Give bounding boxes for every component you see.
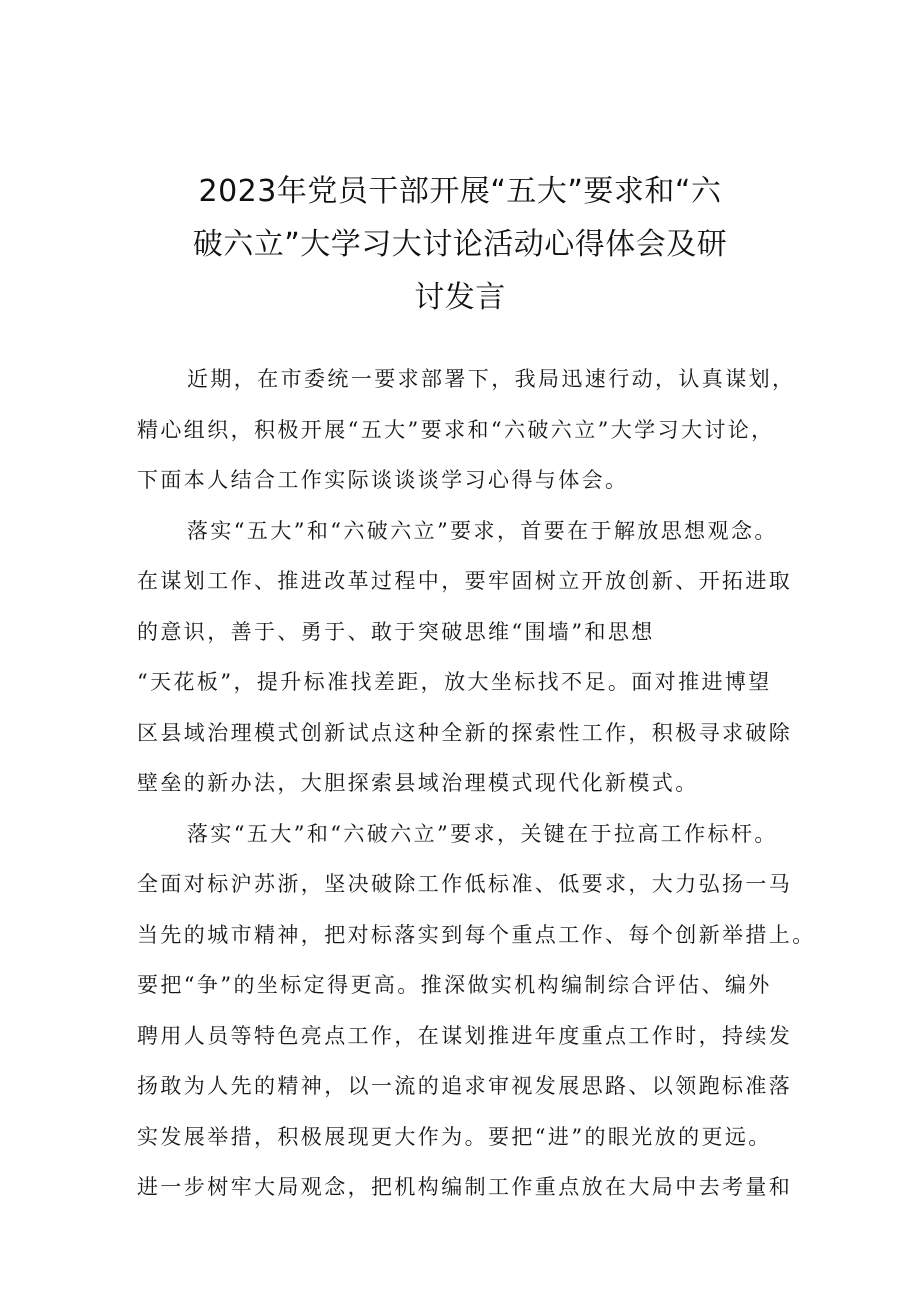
paragraph-line: “天花板”，提升标准找差距，放大坐标找不足。面对推进博望	[137, 670, 772, 694]
paragraph-line: 落实“五大”和“六破六立”要求，关键在于拉高工作标杆。	[187, 821, 778, 846]
paragraph-line: 当先的城市精神，把对标落实到每个重点工作、每个创新举措上。	[137, 922, 816, 947]
paragraph-line: 扬敢为人先的精神，以一流的追求审视发展思路、以领跑标准落	[137, 1074, 793, 1098]
paragraph-raise-benchmark	[137, 809, 817, 1213]
paragraph-line: 聘用人员等特色亮点工作，在谋划推进年度重点工作时，持续发	[137, 1023, 793, 1048]
paragraph-line: 全面对标沪苏浙，坚决破除工作低标准、低要求，大力弘扬一马	[137, 872, 793, 896]
document-title	[140, 165, 780, 324]
paragraph-line: 下面本人结合工作实际谈谈谈学习心得与体会。	[137, 468, 629, 492]
paragraph-line: 壁垒的新办法，大胆探索县域治理模式现代化新模式。	[137, 771, 699, 795]
paragraph-intro	[137, 354, 817, 506]
paragraph-line: 落实“五大”和“六破六立”要求，首要在于解放思想观念。	[187, 518, 778, 543]
paragraph-liberate-thinking	[137, 506, 817, 809]
paragraph-line: 精心组织，积极开展“五大”要求和“六破六立”大学习大讨论，	[137, 417, 775, 442]
paragraph-line: 要把“争”的坐标定得更高。推深做实机构编制综合评估、编外	[137, 973, 772, 997]
title-line: 2023年党员干部开展“五大”要求和“六	[198, 174, 722, 209]
paragraph-line: 在谋划工作、推进改革过程中，要牢固树立开放创新、开拓进取	[137, 569, 793, 593]
paragraph-line: 的意识，善于、勇于、敢于突破思维“围墙”和思想	[137, 619, 655, 644]
title-line: 破六立”大学习大讨论活动心得体会及研	[192, 227, 728, 262]
document-body	[137, 354, 817, 1213]
title-line: 讨发言	[414, 280, 506, 315]
paragraph-line: 实发展举措，积极展现更大作为。要把“进”的眼光放的更远。	[137, 1124, 772, 1149]
paragraph-line: 进一步树牢大局观念，把机构编制工作重点放在大局中去考量和	[137, 1175, 793, 1199]
paragraph-line: 区县域治理模式创新试点这种全新的探索性工作，积极寻求破除	[137, 720, 793, 745]
paragraph-line: 近期，在市委统一要求部署下，我局迅速行动，认真谋划，	[187, 367, 796, 391]
